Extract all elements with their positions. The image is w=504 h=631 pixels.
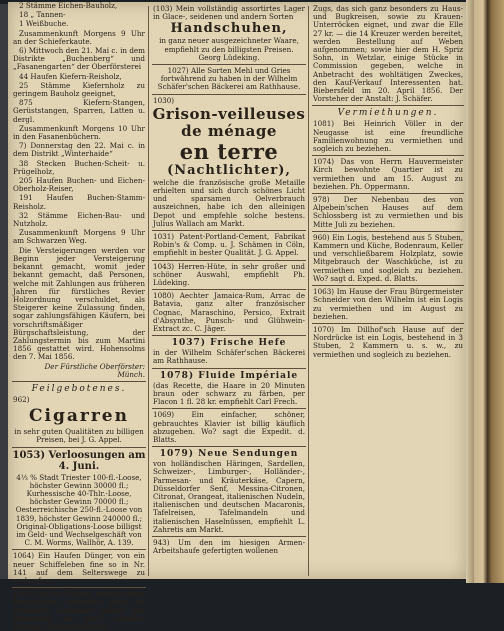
fluide-body: (das Recette, die Haare in 20 Minuten braun oder schwarz zu färben, per Flacon 1 fl. 28 kr. empfiehlt Carl Frech. xyxy=(153,380,305,407)
rental-ad: 1070) Im Dillhof'sch Hause auf der Nordrücke ist ein Logis, bestehend in 3 Stuben, 2 Kammern u. s. w., zu vermiethen und sogleich zu beziehen. xyxy=(313,324,463,359)
rental-ad: 1081) Bei Heinrich Völler in der Neugasse ist eine freundliche Familienwohnung zu vermiethen und sogleich zu beziehen. xyxy=(313,119,463,154)
grison-heading-1: Grison-veilleuses de ménage xyxy=(152,104,306,140)
page-left-edge xyxy=(0,4,8,579)
divider xyxy=(152,289,306,290)
notice-line: 1 Weißbuche. xyxy=(19,19,69,29)
rental-ad: 1074) Das von Herrn Hauvermeister Kirch bewohnte Quartier ist zu vermiethen und am 15. August zu beziehen. Ph. Oppermann. xyxy=(313,157,463,191)
divider xyxy=(152,408,306,409)
cement-ad: 1031) Patent-Portland-Cement, Fabrikat Robin's & Comp. u. J. Schämen in Cöln, empfiehlt in bester Qualität. J. G. Appel. xyxy=(153,232,305,258)
divider xyxy=(312,193,464,194)
divider xyxy=(12,381,146,382)
section-heading-vermiethungen: Vermiethungen. xyxy=(337,108,439,119)
notice-line: Zusammenkunft Morgens 9 Uhr an der Schieferkaute. xyxy=(13,28,145,46)
nachtlichter-heading: (Nachtlichter), xyxy=(167,162,291,178)
notice-line: 32 Stämme Eichen-Bau- und Nutzholz. xyxy=(13,210,145,229)
newspaper-paper xyxy=(8,1,466,631)
notice-line: Die Versteigerungen werden vor Beginn jeder Versteigerung bekannt gemacht, womit jeder bekannt gemacht, daß Personen, welche mit Zahlungen aus früheren Jahren für fürstliches Revier Holzordnung verschuldet, als Steigerer keine Zulassung finden, sogar zahlungsfähigen Käufern, bei vorschriftsmäßiger Bürgschaftsleistung, der Zahlungstermin bis zum Martini 1856 gestattet wird. Hohensolms den 7. Mai 1856. xyxy=(13,245,145,362)
cloth-ad-continuation: Zugs, das sich ganz besonders zu Haus- und Bugkreisen, sowie zu Krauen-Unterröcken eignet, und zwar die Elle 27 kr. — die 14 Kreuzer werden bereitet, werden Bestellung auf Weben aufgenommen; sowie hier dem H. Spriz Sohn, in Wetzlar, einige Stücke in Commission gegeben, welche in Anbetracht des wohltätigen Zweckes, den Kauf-Verkauf Interessenten hat. Biebersfeld im 20. April 1856. Der Vorsteher der Anstalt: J. Schäfer. xyxy=(313,4,463,104)
cigarren-heading: Cigarren xyxy=(29,406,129,427)
notice-line: 38 Stecken Buchen-Scheit- u. Prügelholz, xyxy=(13,158,145,176)
fluide-heading: 1078) Fluide Impériale xyxy=(159,370,299,381)
rental-ad: 978) Der Nebenbau des von Alpebein'schen Hauses auf dem Schlossberg ist zu vermiethen und bis Mitte Juli zu beziehen. xyxy=(313,195,463,229)
divider xyxy=(152,64,306,65)
notice-line: 25 Stämme Kiefernholz zu geringem Bauholz geeignet, xyxy=(13,80,145,99)
divider xyxy=(152,446,306,447)
divider xyxy=(152,230,306,231)
column-rule xyxy=(148,6,149,576)
notice-line: 18 „ Tannen- xyxy=(19,10,66,20)
divider xyxy=(152,260,306,261)
rental-ad: 1063) Im Hause der Frau Bürgermeister Schneider von den Wilhelm ist ein Logis zu vermiethen und im August zu beziehen. xyxy=(313,287,463,321)
cigarren-body: in sehr guten Qualitäten zu billigen Preisen, bei J. G. Appel. xyxy=(14,427,144,445)
hat-ad: 1043) Herren-Hüte, in sehr großer und schöner Auswahl, empfiehlt Ph. Lüdeking. xyxy=(153,261,305,288)
middle-column xyxy=(150,2,308,579)
notice-line: 191 Haufen Buchen-Stamm-Reisholz. xyxy=(13,193,145,211)
glove-ad-body: in ganz neuer ausgezeichneter Waare, empfiehlt zu den billigsten Preisen. Georg Lüdeking. xyxy=(159,36,299,62)
glove-ad-intro: (103) Mein vollständig assortirtes Lager in Glace-, seidenen und andern Sorten xyxy=(153,4,305,22)
divider xyxy=(152,368,306,369)
page-gutter xyxy=(466,0,474,583)
right-column xyxy=(310,2,466,579)
grison-heading-2: en terre xyxy=(179,138,279,164)
rum-ad: 1080) Aechter Jamaica-Rum, Arrac de Batavia, ganz alter französischer Cognac, Maraschino, Persico, Extrait d'Absynthe, Punsch- und Glühwein-Extract zc. C. Jäger. xyxy=(153,291,305,334)
divider xyxy=(312,285,464,286)
divider xyxy=(152,94,306,95)
handschuhen-heading: Handschuhen, xyxy=(170,21,288,37)
divider xyxy=(312,155,464,156)
divider xyxy=(152,335,306,336)
sendungen-body: von holländischen Häringen, Sardellen, Schweizer-, Limburger-, Holländer-, Parmesan- und Kräuterkäse, Capern, Düsseldorfer Senf, Messina-Citronen, Citronat, Orangeat, italienischen Nudeln, italienischen und deutschen Macaronis, Tafelreisen, Tafelmandeln und italienischen Haselnüssen, empfiehlt L. Zahretis am Markt. xyxy=(153,459,305,534)
rental-ad: 960) Ein Logis, bestehend aus 5 Stuben, Kammern und Küche, Bodenraum, Keller und verschließbarem Holzplatz, sowie Mitgebrauch der Waschküche, ist zu vermiethen und sogleich zu beziehen. Wo? sagt d. Exped. d. Blatts. xyxy=(313,232,463,283)
notice-line: 7) Donnerstag den 22. Mai c. in dem Distrikt „Winterhaide“ xyxy=(13,141,145,159)
small-ad: 1082) Ich bin Willens, mein in guter Baumstücke stehendes Haus zu verkaufen. Liebhaber wollen sich dieserhalb an mich wenden. Wannig, Schlossermeister. xyxy=(13,589,145,631)
divider xyxy=(312,323,464,324)
divider xyxy=(312,105,464,106)
left-column xyxy=(10,1,148,631)
hefe-heading: 1037) Frische Hefe xyxy=(171,338,287,349)
notice-line: 875 Kiefern-Stangen, Gerüststangen, Sparren, Latten u. dergl. xyxy=(13,98,145,124)
notice-line: 205 Haufen Buchen- und Eichen-Oberholz-Reiser, xyxy=(13,176,145,194)
divider xyxy=(152,536,306,537)
book-binding xyxy=(474,0,504,583)
grison-body: welche die französische große Metaille erhielten und sich durch schönes Licht und sparsamen Oelverbrauch auszeichnen, habe ich den alleinigen Depot und empfehle solche bestens. Julius Wallach am Markt. xyxy=(153,177,305,228)
poorhouse-ad: 943) Um den im hiesigen Armen-Arbeitshaufe gefertigten wollenen xyxy=(153,537,305,556)
notice-line: 2 Stämme Eichen-Bauholz, xyxy=(19,1,118,10)
divider xyxy=(12,587,146,588)
forest-auction-notice xyxy=(13,2,145,379)
notice-line: 44 Haufen Kiefern-Reisholz, xyxy=(19,71,122,81)
section-heading-feilgebotenes: Feilgebotenes. xyxy=(31,383,127,394)
piano-ad: 1069) Ein einfacher, schöner, gebrauchtes Klavier ist billig käuflich abzugeben. Wo? sagt die Expedit. d. Blatts. xyxy=(153,410,305,444)
notice-line: Zusammenkunft Morgens 9 Uhr am Schwarzen Weg. xyxy=(13,228,145,246)
lottery-body: 4⅓ % Stadt Triester 100-fl.-Loose, höchster Gewinn 30000 fl.; Kurhessische 40-Thlr.-Loose, höchster Gewinn 70000 fl.; Oesterreichische 250-fl.-Loose von 1839, höchster Gewinn 240000 fl.; Original-Obligations-Loose billigst im Geld- und Wechselgeschäft von C. M. Worms, Wallhör, A. 139. xyxy=(15,472,143,548)
flour-ad: 1027) Alle Sorten Mehl und Gries fortwährend zu haben in der Wilhelm Schäfer'schen Bäckerei am Rathhause. xyxy=(157,66,301,92)
notice-line: Zusammenkunft Morgens 10 Uhr in den Fasanenbüchern. xyxy=(13,123,145,142)
divider xyxy=(12,549,146,550)
ad-number: 962) xyxy=(13,394,30,404)
notice-line: 6) Mittwoch den 21. Mai c. in dem Distrikte „Buchenberg“ und „Fasanengarten“ der Oberförsterei xyxy=(13,46,145,72)
hefe-body: in der Wilhelm Schäfer'schen Bäckerei am Rathhause. xyxy=(153,348,305,366)
ad-number: 1030) xyxy=(153,95,175,105)
small-ad: 1064) Ein Haufen Dünger, von ein neuer Schiffeleben fine so in Nr. 141 auf dem Selterswege zu verkaufen. xyxy=(13,551,145,585)
divider xyxy=(312,231,464,232)
lottery-heading: 1053) Verloosungen am 4. Juni. xyxy=(12,449,146,472)
column-rule xyxy=(308,6,309,576)
notice-signature: Der Fürstliche Oberförster: Münch. xyxy=(44,361,145,379)
sendungen-heading: 1079) Neue Sendungen xyxy=(159,449,299,460)
divider xyxy=(12,447,146,448)
